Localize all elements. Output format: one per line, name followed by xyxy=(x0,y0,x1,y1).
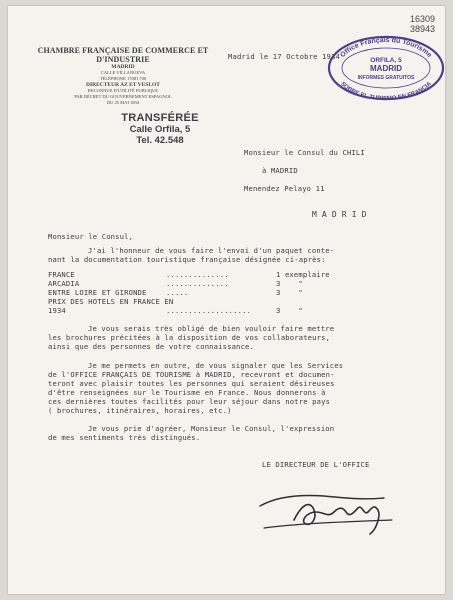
brochure-dots: .............. xyxy=(166,279,229,288)
para3-line3: teront avec plaisir toutes les personnes qui seraient désireuses xyxy=(48,379,335,388)
letterhead-address: CALLE VILLANUEVA xyxy=(100,70,146,75)
office-stamp-arc-top: Office Français du Tourisme xyxy=(339,36,433,60)
letterhead-phone: TÉLÉPHONE 17081 700 xyxy=(99,76,147,81)
para4-line2: de mes sentiments très distingués. xyxy=(48,433,201,442)
para1-line2: nant la documentation touristique française désignée ci-après: xyxy=(48,255,326,264)
para3-line5: ces dernières toutes facilités pour leur séjour dans notre pays xyxy=(48,397,331,406)
para2-line2: les brochures précitées à la disposition de vos collaborateurs, xyxy=(48,333,331,342)
archive-number xyxy=(410,14,435,34)
brochure-qty: 3 " xyxy=(276,306,303,315)
letterhead-director: DIRECTEUR AZ ET VESLOT xyxy=(86,82,160,88)
letterhead-fine-1: RECONNUE D'UTILITÉ PUBLIQUE xyxy=(87,88,159,93)
para3-line6: ( brochures, itinéraires, horaires, etc.) xyxy=(48,406,232,415)
signature-underline xyxy=(264,520,392,528)
signature-image xyxy=(254,476,404,538)
signature-stroke-main xyxy=(294,505,379,534)
signature-stroke-top xyxy=(260,495,384,506)
recipient-line1: Monsieur le Consul du CHILI xyxy=(244,148,365,157)
letterhead-fine-2: PAR DÉCRET DU GOUVERNEMENT ESPAGNOL xyxy=(74,94,172,99)
brochure-dots: .............. xyxy=(166,270,229,279)
office-stamp-line1: ORFILA, 5 xyxy=(370,57,402,64)
brochure-name: PRIX DES HOTELS EN FRANCE EN xyxy=(48,297,174,306)
para3-line2: de l'OFFICE FRANÇAIS DE TOURISME à MADRID, recevront et documen- xyxy=(48,370,335,379)
office-stamp-line3: INFORMES GRATUITOS xyxy=(357,75,415,81)
brochure-qty: 3 " xyxy=(276,279,303,288)
recipient-line2: à MADRID xyxy=(262,166,298,175)
office-stamp-line2: MADRID xyxy=(370,64,402,73)
letterhead-org: CHAMBRE FRANÇAISE DE COMMERCE ET D'INDUSTRIE xyxy=(37,46,209,64)
salutation: Monsieur le Consul, xyxy=(48,232,134,241)
letter-sheet xyxy=(8,6,445,594)
brochure-name: FRANCE xyxy=(48,270,75,279)
letterhead xyxy=(28,46,218,106)
brochure-qty: 1 exemplaire xyxy=(276,270,330,279)
transfer-stamp-line3: Tel. 42.548 xyxy=(136,135,184,146)
brochure-dots: ................... xyxy=(166,306,252,315)
para2-line3: ainsi que des personnes de votre connaissance. xyxy=(48,342,254,351)
para1-line1: J'ai l'honneur de vous faire l'envoi d'un paquet conte- xyxy=(88,246,335,255)
office-stamp-arc-bottom: SOBRE EL TURISMO EN FRANCIA xyxy=(339,81,433,102)
office-stamp xyxy=(326,34,446,102)
para4-line1: Je vous prie d'agréer, Monsieur le Consul, l'expression xyxy=(88,424,335,433)
transfer-stamp-line2: Calle Orfila, 5 xyxy=(129,124,191,135)
archive-number-2: 38943 xyxy=(410,24,436,34)
brochure-name: 1934 xyxy=(48,306,66,315)
recipient-city: M A D R I D xyxy=(312,210,367,219)
recipient-line3: Menendez Pelayo 11 xyxy=(244,184,325,193)
transfer-stamp xyxy=(100,112,220,146)
letterhead-fine-3: DU 25 MAI 1894 xyxy=(106,100,140,105)
signature-title: LE DIRECTEUR DE L'OFFICE xyxy=(262,460,370,469)
letterhead-city: MADRID xyxy=(111,64,135,70)
brochure-name: ARCADIA xyxy=(48,279,80,288)
brochure-qty: 3 " xyxy=(276,288,303,297)
transfer-stamp-line1: TRANSFÉRÉE xyxy=(121,112,199,124)
para3-line4: d'être renseignées sur le Tourisme en France. Nous donnerons à xyxy=(48,388,326,397)
brochure-dots: ..... xyxy=(166,288,189,297)
brochure-name: ENTRE LOIRE ET GIRONDE xyxy=(48,288,147,297)
para2-line1: Je vous serais très obligé de bien vouloir faire mettre xyxy=(88,324,335,333)
date-line: Madrid le 17 Octobre 1934 xyxy=(228,52,340,61)
archive-number-1: 16309 xyxy=(410,14,436,24)
para3-line1: Je me permets en outre, de vous signaler que les Services xyxy=(88,361,344,370)
